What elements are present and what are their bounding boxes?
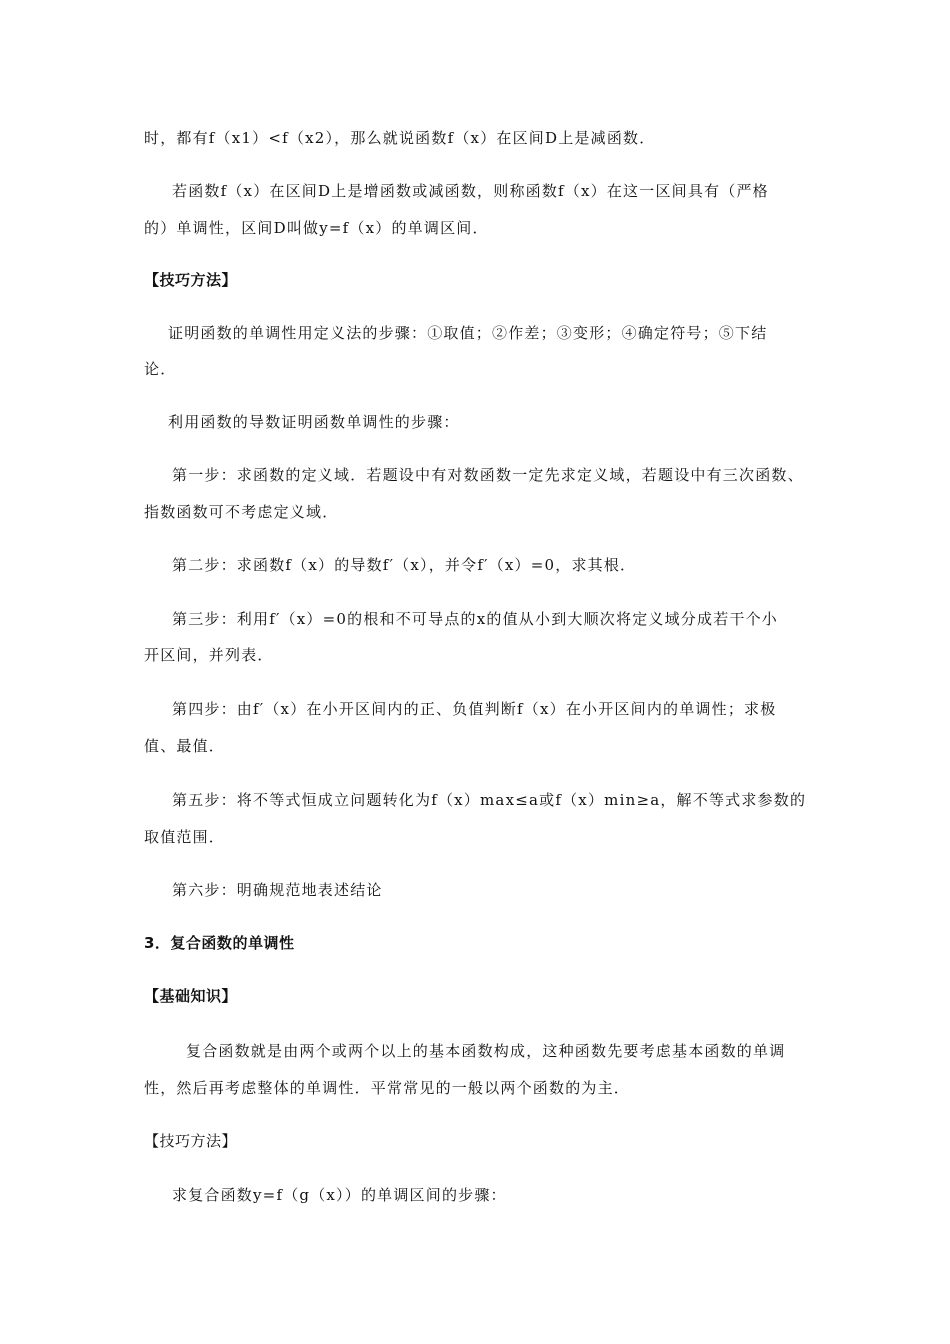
text-line-step1-a: 第一步：求函数的定义域．若题设中有对数函数一定先求定义域，若题设中有三次函数、 [172,466,804,484]
heading-technique-1: 【技巧方法】 [144,271,238,289]
heading-technique-2: 【技巧方法】 [144,1132,238,1150]
text-line-step4-b: 值、最值． [144,737,226,755]
text-line-step5-b: 取值范围． [144,828,226,846]
text-line-proof-steps-2: 论． [144,360,177,378]
text-line-step5-a: 第五步：将不等式恒成立问题转化为f（x）max≤a或f（x）min≥a，解不等式求参数的 [172,791,807,809]
text-line-derivative-intro: 利用函数的导数证明函数单调性的步骤： [168,413,460,431]
text-line-step6: 第六步：明确规范地表述结论 [172,881,383,899]
text-line-step3-a: 第三步：利用f′（x）=0的根和不可导点的x的值从小到大顺次将定义域分成若干个小 [172,610,778,628]
section-heading-composite: 3．复合函数的单调性 [144,934,295,952]
text-line-decreasing-def: 时，都有f（x1）<f（x2），那么就说函数f（x）在区间D上是减函数． [144,129,656,147]
text-line-monotonic-def-1: 若函数f（x）在区间D上是增函数或减函数，则称函数f（x）在这一区间具有（严格 [172,182,769,200]
text-line-composite-def-2: 性，然后再考虑整体的单调性．平常常见的一般以两个函数的为主． [144,1079,631,1097]
text-line-step4-a: 第四步：由f′（x）在小开区间内的正、负值判断f（x）在小开区间内的单调性；求极 [172,700,777,718]
heading-basic-knowledge: 【基础知识】 [144,987,238,1005]
text-line-composite-def-1: 复合函数就是由两个或两个以上的基本函数构成，这种函数先要考虑基本函数的单调 [186,1042,786,1060]
document-page [144,0,809,1344]
text-line-monotonic-def-2: 的）单调性，区间D叫做y=f（x）的单调区间． [144,219,489,237]
text-line-step2: 第二步：求函数f（x）的导数f′（x），并令f′（x）=0，求其根． [172,556,637,574]
text-line-step3-b: 开区间，并列表． [144,646,274,664]
text-line-composite-steps: 求复合函数y=f（g（x））的单调区间的步骤： [172,1186,507,1204]
text-line-proof-steps-1: 证明函数的单调性用定义法的步骤：①取值；②作差；③变形；④确定符号；⑤下结 [168,324,768,342]
text-line-step1-b: 指数函数可不考虑定义域． [144,503,339,521]
